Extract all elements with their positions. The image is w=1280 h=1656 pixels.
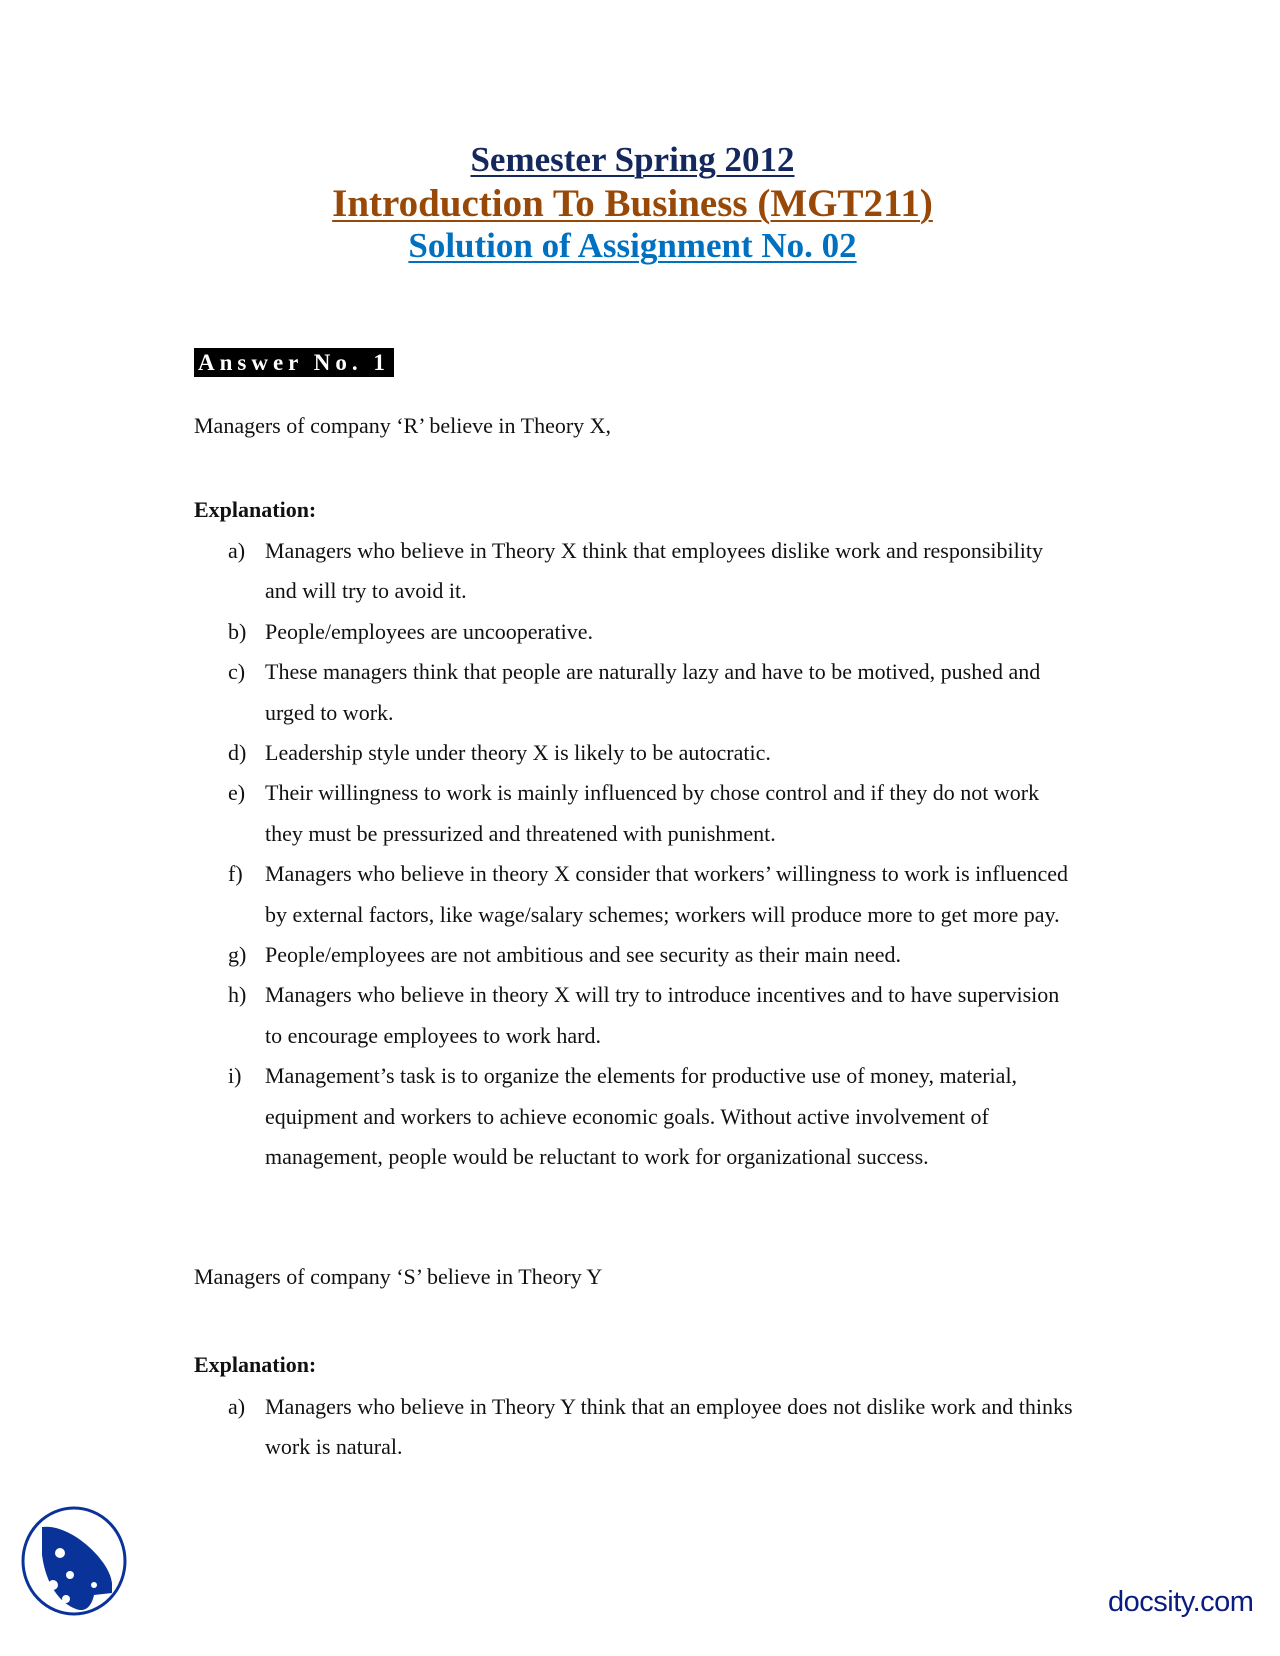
theory-x-list bbox=[228, 531, 1078, 1178]
list-text: Managers who believe in theory X consider that workers’ willingness to work is influenced by external factors, like wage/salary schemes; workers will produce more to get more pay. bbox=[265, 861, 1068, 927]
list-item bbox=[228, 773, 1078, 854]
list-letter: e) bbox=[228, 780, 246, 806]
docsity-logo-icon[interactable] bbox=[20, 1505, 132, 1617]
company-r-statement: Managers of company ‘R’ believe in Theory X, bbox=[194, 413, 612, 438]
list-letter: d) bbox=[228, 740, 247, 766]
list-letter: c) bbox=[228, 659, 246, 685]
course-title: Introduction To Business (MGT211) bbox=[332, 182, 933, 225]
list-item bbox=[228, 1387, 1078, 1468]
list-letter: a) bbox=[228, 538, 246, 563]
list-item bbox=[228, 975, 1078, 1056]
list-item bbox=[228, 733, 1078, 773]
list-item bbox=[228, 612, 1078, 652]
list-item bbox=[228, 935, 1078, 975]
list-text: People/employees are not ambitious and see security as their main need. bbox=[265, 942, 901, 968]
list-item bbox=[228, 531, 1078, 612]
list-item bbox=[228, 1056, 1078, 1177]
list-letter: f) bbox=[228, 861, 243, 887]
semester-title: Semester Spring 2012 bbox=[470, 140, 795, 179]
list-text: People/employees are uncooperative. bbox=[265, 618, 594, 644]
explanation-heading-s: Explanation: bbox=[194, 1352, 317, 1377]
list-item bbox=[228, 854, 1078, 935]
answer-heading: Answer No. 1 bbox=[194, 348, 394, 377]
list-letter: b) bbox=[228, 618, 247, 644]
list-text: Management’s task is to organize the elements for productive use of money, material, equipment and workers to achieve economic goals. Without active involvement of management, people would be reluctant to work for organizational success. bbox=[265, 1063, 1018, 1170]
list-item bbox=[228, 652, 1078, 733]
company-s-statement: Managers of company ‘S’ believe in Theory Y bbox=[194, 1264, 603, 1289]
theory-y-list bbox=[228, 1387, 1078, 1468]
list-letter: a) bbox=[228, 1394, 246, 1419]
explanation-heading-r: Explanation: bbox=[194, 497, 317, 522]
list-letter: h) bbox=[228, 982, 247, 1008]
list-text: Managers who believe in Theory Y think that an employee does not dislike work and thinks work is natural. bbox=[265, 1394, 1073, 1460]
list-text: Their willingness to work is mainly influenced by chose control and if they do not work they must be pressurized and threatened with punishment. bbox=[265, 780, 1040, 846]
list-text: These managers think that people are naturally lazy and have to be motived, pushed and urged to work. bbox=[265, 659, 1041, 725]
docsity-brand-link[interactable]: docsity.com bbox=[1108, 1586, 1254, 1618]
list-letter: g) bbox=[228, 942, 247, 968]
list-text: Leadership style under theory X is likely to be autocratic. bbox=[265, 740, 771, 766]
list-text: Managers who believe in Theory X think that employees dislike work and responsibility and will try to avoid it. bbox=[265, 538, 1043, 604]
assignment-title: Solution of Assignment No. 02 bbox=[408, 226, 857, 265]
list-text: Managers who believe in theory X will try to introduce incentives and to have supervision to encourage employees to work hard. bbox=[265, 982, 1060, 1048]
list-letter: i) bbox=[228, 1063, 242, 1089]
